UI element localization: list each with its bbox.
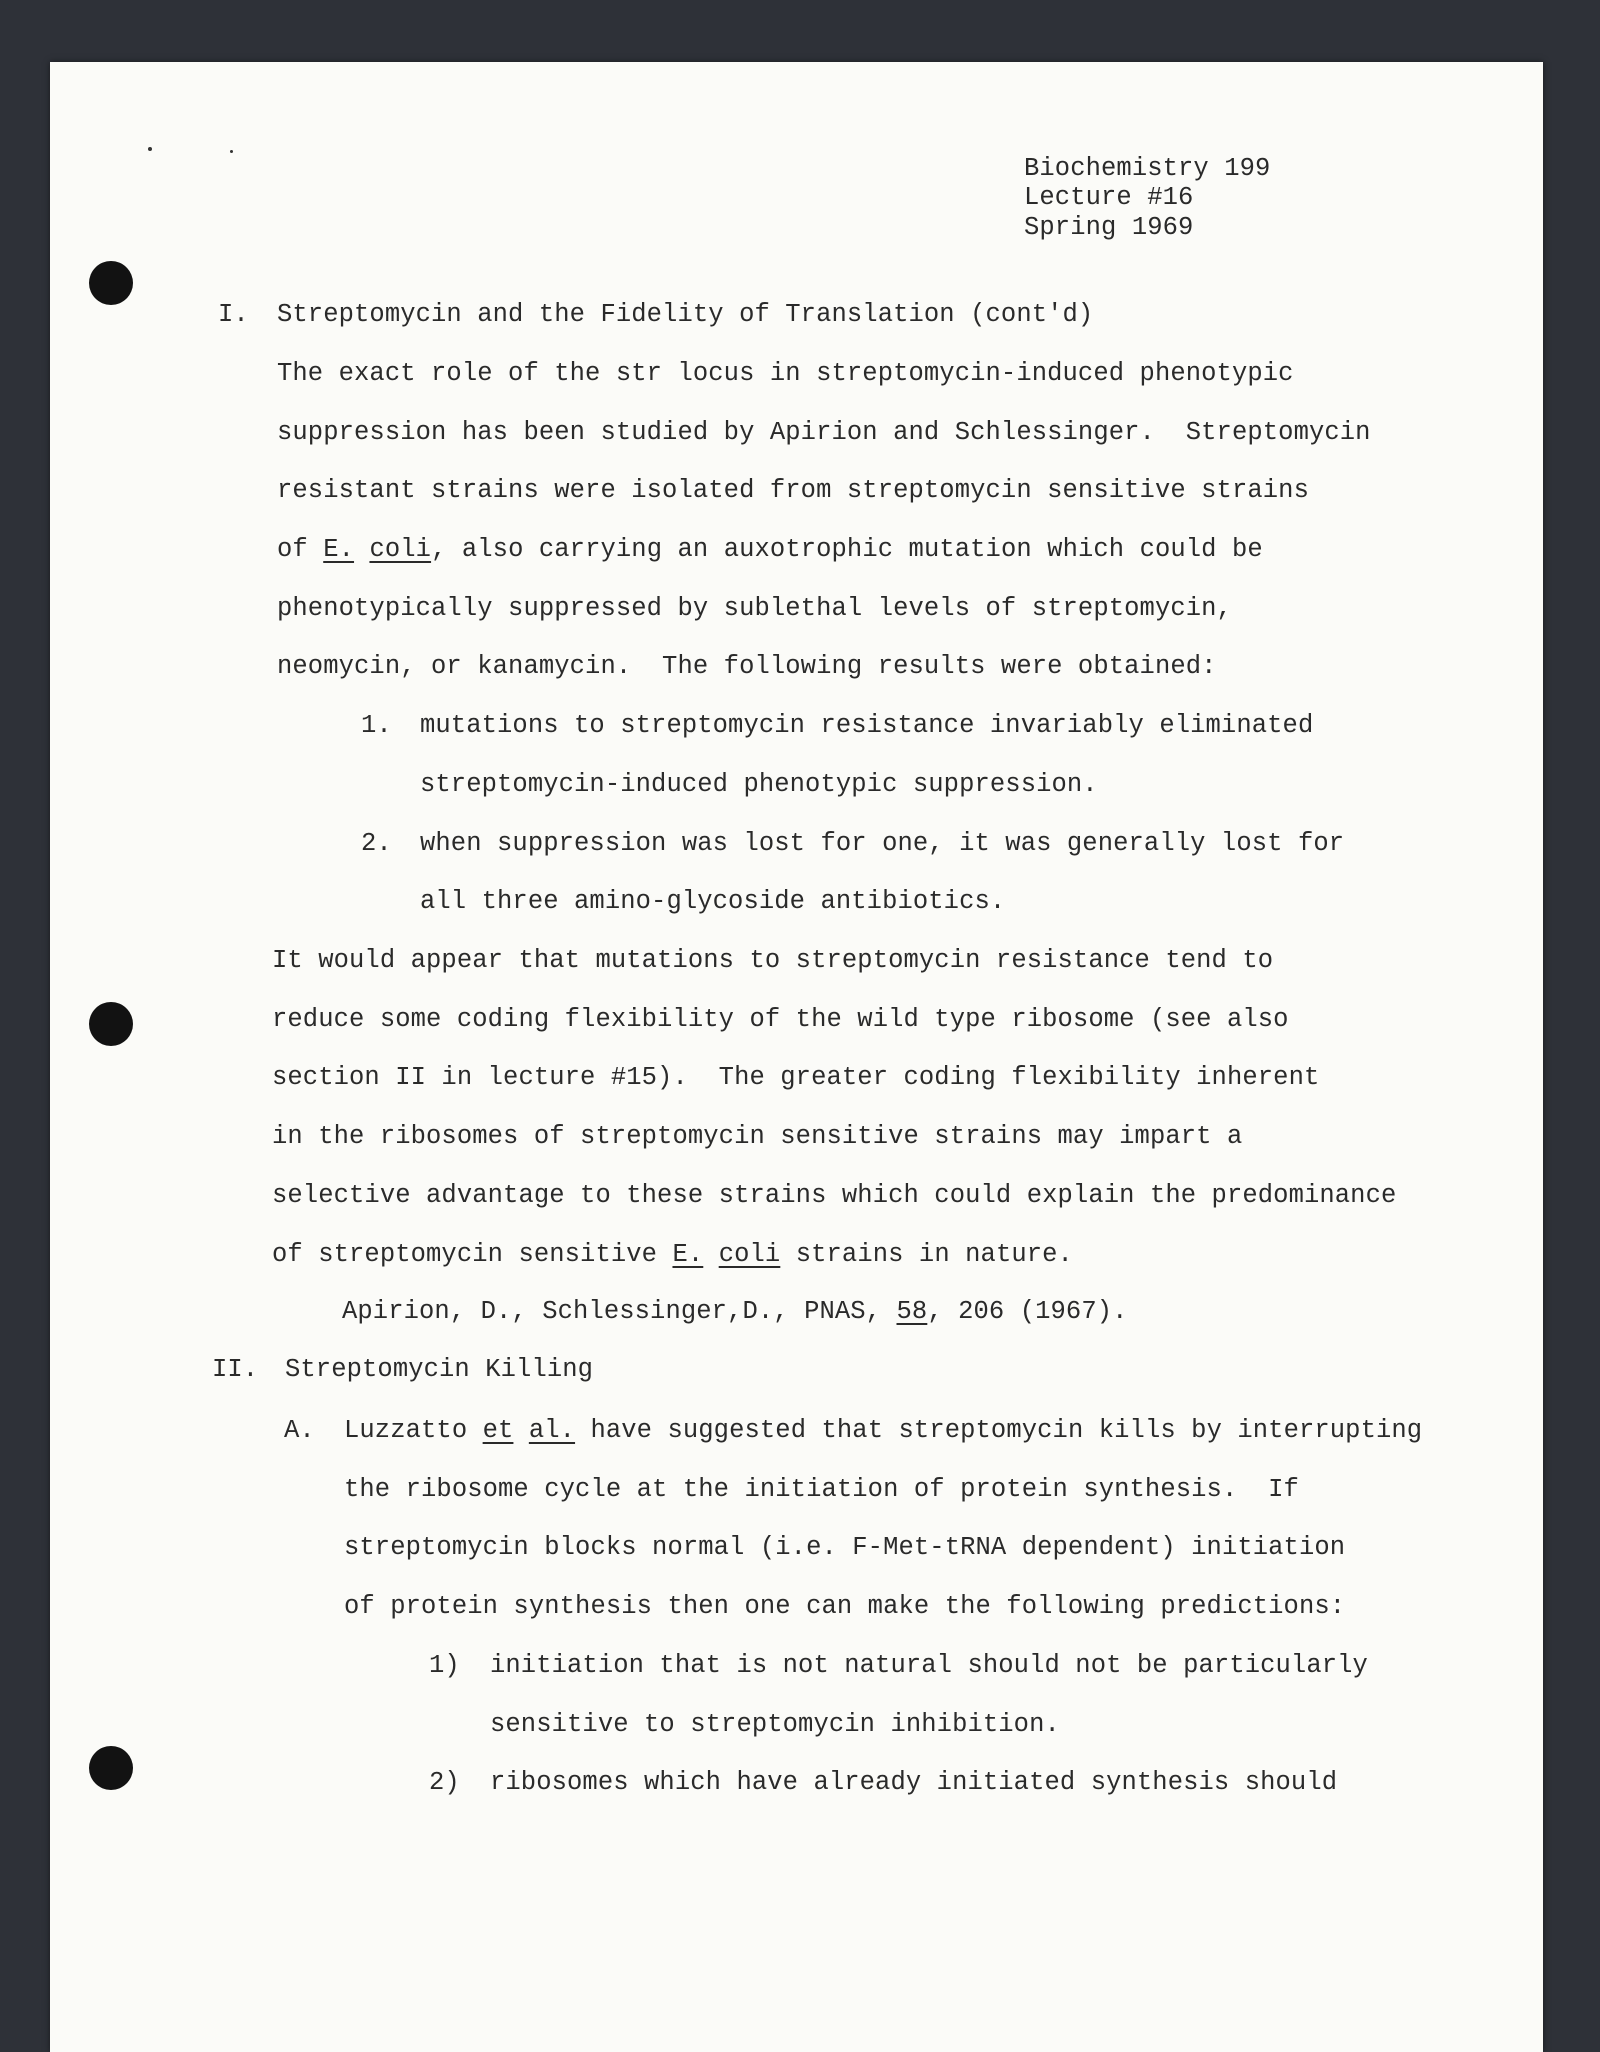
species-genus: E.	[672, 1240, 704, 1269]
prediction-line: ribosomes which have already initiated synthesis should	[490, 1768, 1338, 1797]
paragraph-line	[272, 1240, 1073, 1270]
item-line: streptomycin blocks normal (i.e. F-Met-tRNA dependent) initiation	[344, 1533, 1346, 1562]
species-genus: E.	[323, 535, 355, 564]
text-run: of	[277, 535, 324, 564]
species-name: coli	[369, 535, 432, 564]
punch-hole-top	[89, 261, 133, 305]
result-line: when suppression was lost for one, it was generally lost for	[420, 829, 1345, 858]
section-1-numeral: I.	[218, 300, 249, 329]
paragraph-line: The exact role of the str locus in streptomycin-induced phenotypic	[277, 359, 1294, 388]
lecture-number: Lecture #16	[1024, 183, 1194, 212]
paragraph-line: suppression has been studied by Apirion and Schlessinger. Streptomycin	[277, 418, 1371, 447]
prediction-line: initiation that is not natural should not be particularly	[490, 1651, 1368, 1680]
text-run	[513, 1416, 528, 1445]
prediction-number: 1)	[429, 1651, 460, 1680]
punch-hole-bottom	[89, 1746, 133, 1790]
item-line	[344, 1416, 1422, 1446]
item-line: the ribosome cycle at the initiation of protein synthesis. If	[344, 1475, 1299, 1504]
prediction-line: sensitive to streptomycin inhibition.	[490, 1710, 1060, 1739]
stray-mark	[148, 147, 152, 151]
citation-authors: Apirion, D., Schlessinger,D., PNAS,	[342, 1297, 897, 1326]
latin-et: et	[482, 1416, 514, 1445]
text-run: of streptomycin sensitive	[272, 1240, 673, 1269]
text-run	[703, 1240, 718, 1269]
paragraph-line: It would appear that mutations to streptomycin resistance tend to	[272, 946, 1274, 975]
text-run: , also carrying an auxotrophic mutation which could be	[431, 535, 1263, 564]
item-label: A.	[284, 1416, 315, 1445]
text-run: Luzzatto	[344, 1416, 483, 1445]
paragraph-line: phenotypically suppressed by sublethal levels of streptomycin,	[277, 594, 1232, 623]
paragraph-line	[277, 535, 1263, 565]
term: Spring 1969	[1024, 213, 1194, 242]
result-line: mutations to streptomycin resistance invariably eliminated	[420, 711, 1314, 740]
citation-volume: 58	[896, 1297, 928, 1326]
species-name: coli	[718, 1240, 781, 1269]
text-run: strains in nature.	[780, 1240, 1073, 1269]
paragraph-line: reduce some coding flexibility of the wild type ribosome (see also	[272, 1005, 1289, 1034]
result-number: 2.	[361, 829, 392, 858]
section-2-numeral: II.	[212, 1355, 259, 1384]
section-1-title: Streptomycin and the Fidelity of Translation (cont'd)	[277, 300, 1094, 329]
prediction-number: 2)	[429, 1768, 460, 1797]
result-line: streptomycin-induced phenotypic suppression.	[420, 770, 1098, 799]
paragraph-line: neomycin, or kanamycin. The following results were obtained:	[277, 652, 1217, 681]
text-run: have suggested that streptomycin kills by interrupting	[575, 1416, 1423, 1445]
item-line: of protein synthesis then one can make the following predictions:	[344, 1592, 1346, 1621]
latin-al: al.	[528, 1416, 576, 1445]
paragraph-line: section II in lecture #15). The greater coding flexibility inherent	[272, 1063, 1320, 1092]
course-title: Biochemistry 199	[1024, 154, 1271, 183]
text-run	[354, 535, 369, 564]
citation-pages: , 206 (1967).	[927, 1297, 1128, 1326]
paragraph-line: in the ribosomes of streptomycin sensitive strains may impart a	[272, 1122, 1243, 1151]
result-number: 1.	[361, 711, 392, 740]
paragraph-line: selective advantage to these strains which could explain the predominance	[272, 1181, 1397, 1210]
section-2-title: Streptomycin Killing	[285, 1355, 594, 1384]
stray-mark	[230, 150, 233, 153]
paragraph-line: resistant strains were isolated from streptomycin sensitive strains	[277, 476, 1309, 505]
punch-hole-middle	[89, 1002, 133, 1046]
result-line: all three amino-glycoside antibiotics.	[420, 887, 1006, 916]
citation	[342, 1297, 1128, 1327]
